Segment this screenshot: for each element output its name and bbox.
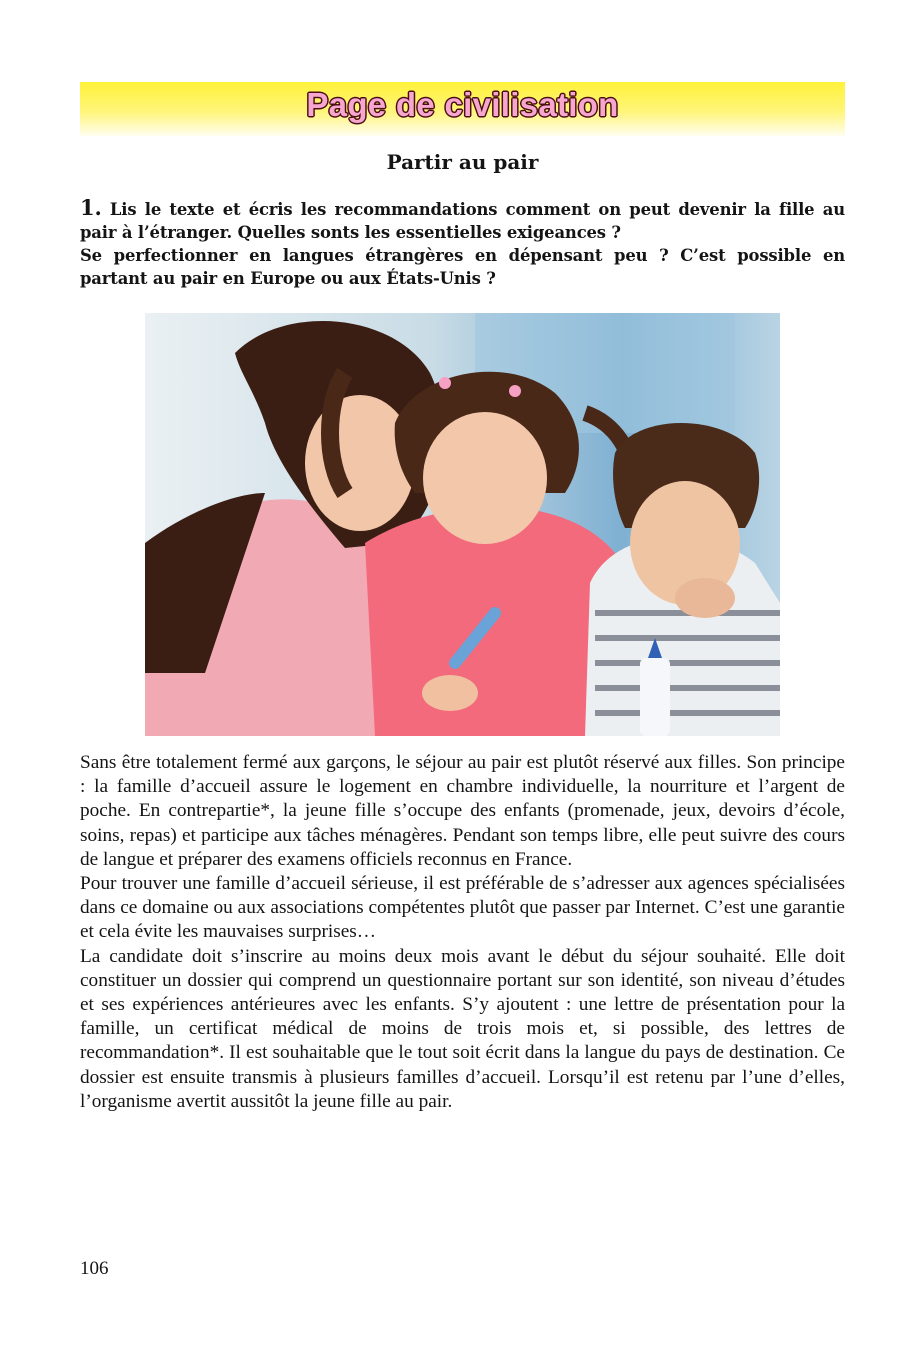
section-banner	[80, 82, 845, 136]
article-paragraph: Pour trouver une famille d’accueil sérieuse, il est préférable de s’adresser aux agences spécialisées dans ce domaine ou aux associations compétentes plutôt que passer par Internet. C’est une garantie et cela évite les mauvaises surprises…	[80, 873, 845, 943]
exercise-question: Se perfectionner en langues étrangères en dépensant peu ? C’est possible en partant au pair en Europe ou aux États-Unis ?	[80, 246, 845, 288]
illustration-photo	[145, 313, 780, 736]
article-paragraph: Sans être totalement fermé aux garçons, le séjour au pair est plutôt réservé aux filles. Son principe : la famille d’accueil assure le logement en chambre individuelle, la nourriture et l’argent de poche. En contrepartie*, la jeune fille s’occupe des enfants (promenade, jeux, devoirs d’école, soins, repas) et participe aux tâches ménagères. Pendant son temps libre, elle peut suivre des cours de langue et préparer des examens officiels reconnus en France.	[80, 752, 845, 870]
banner-title: Page de civilisation	[306, 86, 619, 123]
article-body	[80, 751, 845, 1114]
page-subtitle: Partir au pair	[386, 150, 539, 174]
page-number: 106	[80, 1258, 109, 1279]
exercise-instruction-line	[80, 196, 845, 244]
exercise-number: 1.	[80, 195, 102, 220]
exercise-instruction: Lis le texte et écris les recommandations comment on peut devenir la fille au pair à l’étranger. Quelles sonts les essentielles exigeances ?	[80, 200, 845, 242]
exercise-block	[80, 196, 845, 290]
article-paragraph: La candidate doit s’inscrire au moins deux mois avant le début du séjour souhaité. Elle doit constituer un dossier qui comprend un questionnaire portant sur son identité, son niveau d’études et ses expériences antérieures avec les enfants. S’y ajoutent : une lettre de présentation pour la famille, un certificat médical de moins de trois mois et, si possible, des lettres de recommandation*. Il est souhaitable que le tout soit écrit dans la langue du pays de destination. Ce dossier est ensuite transmis à plusieurs familles d’accueil. Lorsqu’il est retenu par l’une d’elles, l’organisme avertit aussitôt la jeune fille au pair.	[80, 945, 845, 1112]
